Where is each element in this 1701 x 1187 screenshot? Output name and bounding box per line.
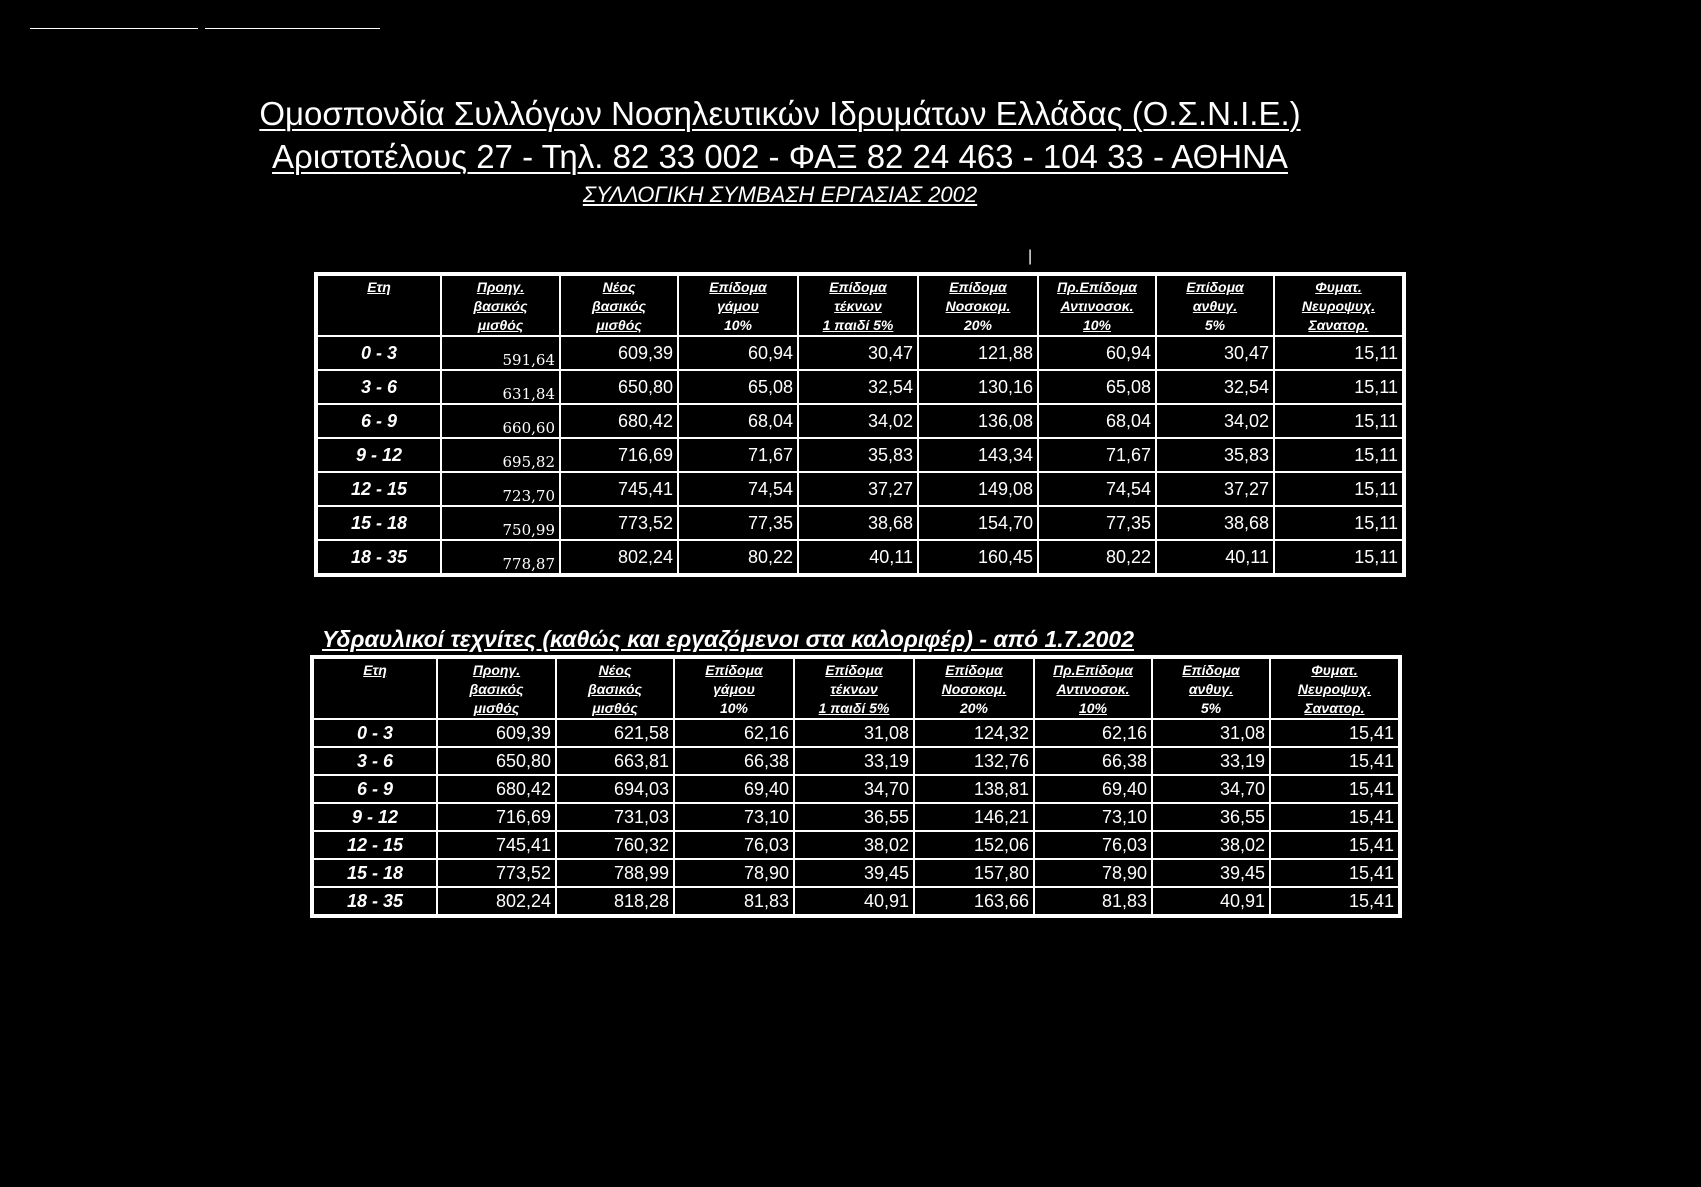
column-header-line: τέκνων xyxy=(830,681,878,697)
value-cell: 78,90 xyxy=(674,859,794,887)
value-cell: 69,40 xyxy=(674,775,794,803)
years-cell: 12 - 15 xyxy=(312,831,437,859)
value-cell: 163,66 xyxy=(914,887,1034,916)
plumbers-section-title: Υδραυλικοί τεχνίτες (καθώς και εργαζόμενοι στα καλοριφέρ) - από 1.7.2002 xyxy=(322,626,1134,652)
column-header-line: γάμου xyxy=(717,298,759,314)
years-cell: 15 - 18 xyxy=(316,506,441,540)
years-cell: 3 - 6 xyxy=(316,370,441,404)
value-cell: 650,80 xyxy=(437,747,556,775)
column-header-line: Επίδομα xyxy=(1186,279,1244,295)
value-cell: 136,08 xyxy=(918,404,1038,438)
value-cell: 80,22 xyxy=(678,540,798,575)
column-header-line: 1 παιδί 5% xyxy=(822,317,894,333)
table-row xyxy=(316,472,1404,506)
value-cell: 38,02 xyxy=(794,831,914,859)
column-header-line: Επίδομα xyxy=(705,662,763,678)
column-header-line: Νευροψυχ. xyxy=(1301,298,1376,314)
column-header-line: Προηγ. xyxy=(476,279,525,295)
column-header-line: Προηγ. xyxy=(472,662,521,678)
column-header-line: Επίδομα xyxy=(945,662,1003,678)
value-cell: 152,06 xyxy=(914,831,1034,859)
value-cell: 143,34 xyxy=(918,438,1038,472)
value-cell: 68,04 xyxy=(678,404,798,438)
column-header xyxy=(1270,657,1400,719)
column-header-line: Επίδομα xyxy=(825,662,883,678)
value-cell: 132,76 xyxy=(914,747,1034,775)
value-cell: 694,03 xyxy=(556,775,674,803)
value-cell: 39,45 xyxy=(1152,859,1270,887)
column-header xyxy=(1038,274,1156,336)
table-body xyxy=(312,719,1400,916)
value-cell: 146,21 xyxy=(914,803,1034,831)
value-cell: 680,42 xyxy=(560,404,678,438)
value-cell: 731,03 xyxy=(556,803,674,831)
value-cell: 160,45 xyxy=(918,540,1038,575)
value-cell: 621,58 xyxy=(556,719,674,747)
table-body xyxy=(316,336,1404,575)
value-cell: 65,08 xyxy=(1038,370,1156,404)
value-cell: 124,32 xyxy=(914,719,1034,747)
column-header-line: Ετη xyxy=(367,279,391,295)
column-header xyxy=(312,657,437,719)
value-cell: 660,60 xyxy=(441,404,560,438)
column-header-line: βασικός xyxy=(588,681,642,697)
value-cell: 723,70 xyxy=(441,472,560,506)
column-header-line: Νοσοκομ. xyxy=(941,681,1007,697)
value-cell: 609,39 xyxy=(437,719,556,747)
value-cell: 38,68 xyxy=(1156,506,1274,540)
value-cell: 76,03 xyxy=(674,831,794,859)
column-header-line: μισθός xyxy=(473,700,520,716)
value-cell: 33,19 xyxy=(794,747,914,775)
value-cell: 32,54 xyxy=(798,370,918,404)
years-cell: 0 - 3 xyxy=(312,719,437,747)
value-cell: 31,08 xyxy=(1152,719,1270,747)
value-cell: 76,03 xyxy=(1034,831,1152,859)
column-header-line: Επίδομα xyxy=(949,279,1007,295)
value-cell: 716,69 xyxy=(560,438,678,472)
top-rule-left xyxy=(30,28,198,29)
column-header xyxy=(441,274,560,336)
value-cell: 73,10 xyxy=(1034,803,1152,831)
value-cell: 36,55 xyxy=(1152,803,1270,831)
value-cell: 773,52 xyxy=(560,506,678,540)
column-header xyxy=(316,274,441,336)
value-cell: 66,38 xyxy=(1034,747,1152,775)
column-header xyxy=(1274,274,1404,336)
value-cell: 37,27 xyxy=(1156,472,1274,506)
value-cell: 71,67 xyxy=(1038,438,1156,472)
column-header-line: μισθός xyxy=(596,317,642,333)
value-cell: 631,84 xyxy=(441,370,560,404)
value-cell: 130,16 xyxy=(918,370,1038,404)
value-cell: 15,41 xyxy=(1270,831,1400,859)
value-cell: 38,02 xyxy=(1152,831,1270,859)
value-cell: 15,41 xyxy=(1270,719,1400,747)
value-cell: 40,11 xyxy=(798,540,918,575)
years-cell: 3 - 6 xyxy=(312,747,437,775)
value-cell: 40,91 xyxy=(1152,887,1270,916)
value-cell: 62,16 xyxy=(674,719,794,747)
column-header-line: 1 παιδί 5% xyxy=(818,700,890,716)
years-cell: 15 - 18 xyxy=(312,859,437,887)
table-row xyxy=(316,438,1404,472)
value-cell: 31,08 xyxy=(794,719,914,747)
value-cell: 60,94 xyxy=(678,336,798,370)
value-cell: 30,47 xyxy=(1156,336,1274,370)
value-cell: 15,41 xyxy=(1270,859,1400,887)
column-header-line: βασικός xyxy=(592,298,646,314)
column-header-line: μισθός xyxy=(477,317,524,333)
column-header xyxy=(794,657,914,719)
value-cell: 65,08 xyxy=(678,370,798,404)
value-cell: 78,90 xyxy=(1034,859,1152,887)
value-cell: 40,91 xyxy=(794,887,914,916)
salary-table-plumbers xyxy=(310,655,1402,918)
value-cell: 802,24 xyxy=(560,540,678,575)
value-cell: 38,68 xyxy=(798,506,918,540)
value-cell: 788,99 xyxy=(556,859,674,887)
column-header-line: 20% xyxy=(963,317,993,333)
column-header-line: γάμου xyxy=(713,681,755,697)
value-cell: 74,54 xyxy=(1038,472,1156,506)
value-cell: 745,41 xyxy=(560,472,678,506)
value-cell: 15,41 xyxy=(1270,775,1400,803)
value-cell: 15,11 xyxy=(1274,540,1404,575)
column-header xyxy=(674,657,794,719)
table-header-row xyxy=(316,274,1404,336)
column-header-line: Αντινοσοκ. xyxy=(1060,298,1134,314)
value-cell: 81,83 xyxy=(1034,887,1152,916)
salary-table-nurses xyxy=(314,272,1406,577)
value-cell: 650,80 xyxy=(560,370,678,404)
years-cell: 6 - 9 xyxy=(316,404,441,438)
column-header-line: Επίδομα xyxy=(829,279,887,295)
value-cell: 15,11 xyxy=(1274,336,1404,370)
value-cell: 609,39 xyxy=(560,336,678,370)
org-title: Ομοσπονδία Συλλόγων Νοσηλευτικών Ιδρυμάτων Ελλάδας (Ο.Σ.Ν.Ι.Ε.) xyxy=(259,95,1301,132)
value-cell: 73,10 xyxy=(674,803,794,831)
years-cell: 0 - 3 xyxy=(316,336,441,370)
column-header-line: ανθυγ. xyxy=(1188,681,1234,697)
column-header-line: Σανατορ. xyxy=(1308,317,1369,333)
stray-mark: | xyxy=(1028,248,1033,265)
table-row xyxy=(316,506,1404,540)
value-cell: 745,41 xyxy=(437,831,556,859)
value-cell: 802,24 xyxy=(437,887,556,916)
table-row xyxy=(312,887,1400,916)
value-cell: 35,83 xyxy=(798,438,918,472)
column-header-line: 10% xyxy=(1078,700,1108,716)
value-cell: 80,22 xyxy=(1038,540,1156,575)
column-header-line: Ετη xyxy=(363,662,387,678)
column-header-line: τέκνων xyxy=(834,298,882,314)
years-cell: 12 - 15 xyxy=(316,472,441,506)
value-cell: 39,45 xyxy=(794,859,914,887)
value-cell: 663,81 xyxy=(556,747,674,775)
value-cell: 157,80 xyxy=(914,859,1034,887)
column-header-line: ανθυγ. xyxy=(1192,298,1238,314)
value-cell: 818,28 xyxy=(556,887,674,916)
value-cell: 77,35 xyxy=(678,506,798,540)
value-cell: 716,69 xyxy=(437,803,556,831)
value-cell: 40,11 xyxy=(1156,540,1274,575)
value-cell: 62,16 xyxy=(1034,719,1152,747)
value-cell: 760,32 xyxy=(556,831,674,859)
value-cell: 36,55 xyxy=(794,803,914,831)
value-cell: 34,70 xyxy=(1152,775,1270,803)
column-header xyxy=(560,274,678,336)
table-row xyxy=(316,336,1404,370)
value-cell: 68,04 xyxy=(1038,404,1156,438)
table-header-row xyxy=(312,657,1400,719)
column-header xyxy=(556,657,674,719)
value-cell: 33,19 xyxy=(1152,747,1270,775)
years-cell: 18 - 35 xyxy=(316,540,441,575)
column-header xyxy=(1034,657,1152,719)
org-address: Αριστοτέλους 27 - Τηλ. 82 33 002 - ΦΑΞ 82 24 463 - 104 33 - ΑΘΗΝΑ xyxy=(272,138,1288,175)
top-rule-right xyxy=(205,28,380,29)
value-cell: 15,11 xyxy=(1274,472,1404,506)
column-header-line: 20% xyxy=(959,700,989,716)
years-cell: 18 - 35 xyxy=(312,887,437,916)
years-cell: 9 - 12 xyxy=(312,803,437,831)
column-header-line: 10% xyxy=(1082,317,1112,333)
years-cell: 9 - 12 xyxy=(316,438,441,472)
table-row xyxy=(316,404,1404,438)
value-cell: 15,11 xyxy=(1274,370,1404,404)
column-header-line: 10% xyxy=(723,317,753,333)
contract-title: ΣΥΛΛΟΓΙΚΗ ΣΥΜΒΑΣΗ ΕΡΓΑΣΙΑΣ 2002 xyxy=(582,182,978,207)
value-cell: 15,11 xyxy=(1274,438,1404,472)
table-row xyxy=(316,540,1404,575)
table-row xyxy=(312,775,1400,803)
column-header-line: Φυματ. xyxy=(1311,662,1358,678)
column-header-line: Σανατορ. xyxy=(1304,700,1365,716)
column-header xyxy=(798,274,918,336)
value-cell: 15,41 xyxy=(1270,747,1400,775)
table-row xyxy=(312,831,1400,859)
column-header xyxy=(678,274,798,336)
value-cell: 34,02 xyxy=(1156,404,1274,438)
column-header-line: Πρ.Επίδομα xyxy=(1053,662,1133,678)
value-cell: 778,87 xyxy=(441,540,560,575)
value-cell: 750,99 xyxy=(441,506,560,540)
table-row xyxy=(312,859,1400,887)
table-row xyxy=(312,719,1400,747)
column-header-line: 10% xyxy=(719,700,749,716)
value-cell: 32,54 xyxy=(1156,370,1274,404)
table-row xyxy=(316,370,1404,404)
value-cell: 37,27 xyxy=(798,472,918,506)
column-header-line: Επίδομα xyxy=(1182,662,1240,678)
years-cell: 6 - 9 xyxy=(312,775,437,803)
value-cell: 121,88 xyxy=(918,336,1038,370)
value-cell: 66,38 xyxy=(674,747,794,775)
column-header-line: βασικός xyxy=(469,681,524,697)
value-cell: 34,70 xyxy=(794,775,914,803)
column-header-line: Νευροψυχ. xyxy=(1297,681,1372,697)
value-cell: 773,52 xyxy=(437,859,556,887)
value-cell: 680,42 xyxy=(437,775,556,803)
value-cell: 15,11 xyxy=(1274,404,1404,438)
column-header-line: Πρ.Επίδομα xyxy=(1057,279,1137,295)
value-cell: 60,94 xyxy=(1038,336,1156,370)
column-header xyxy=(1156,274,1274,336)
value-cell: 15,11 xyxy=(1274,506,1404,540)
value-cell: 154,70 xyxy=(918,506,1038,540)
value-cell: 138,81 xyxy=(914,775,1034,803)
column-header xyxy=(918,274,1038,336)
column-header-line: Νοσοκομ. xyxy=(945,298,1011,314)
table-row xyxy=(312,747,1400,775)
value-cell: 74,54 xyxy=(678,472,798,506)
column-header-line: 5% xyxy=(1204,317,1226,333)
column-header-line: βασικός xyxy=(473,298,528,314)
value-cell: 34,02 xyxy=(798,404,918,438)
value-cell: 77,35 xyxy=(1038,506,1156,540)
value-cell: 69,40 xyxy=(1034,775,1152,803)
column-header-line: Φυματ. xyxy=(1315,279,1362,295)
column-header-line: μισθός xyxy=(592,700,638,716)
value-cell: 591,64 xyxy=(441,336,560,370)
value-cell: 695,82 xyxy=(441,438,560,472)
column-header-line: Επίδομα xyxy=(709,279,767,295)
value-cell: 35,83 xyxy=(1156,438,1274,472)
column-header xyxy=(1152,657,1270,719)
column-header-line: Νέος xyxy=(598,662,632,678)
value-cell: 149,08 xyxy=(918,472,1038,506)
value-cell: 15,41 xyxy=(1270,887,1400,916)
value-cell: 30,47 xyxy=(798,336,918,370)
column-header-line: Νέος xyxy=(602,279,636,295)
column-header xyxy=(437,657,556,719)
column-header xyxy=(914,657,1034,719)
value-cell: 81,83 xyxy=(674,887,794,916)
column-header-line: Αντινοσοκ. xyxy=(1056,681,1130,697)
value-cell: 71,67 xyxy=(678,438,798,472)
value-cell: 15,41 xyxy=(1270,803,1400,831)
table-row xyxy=(312,803,1400,831)
column-header-line: 5% xyxy=(1200,700,1222,716)
